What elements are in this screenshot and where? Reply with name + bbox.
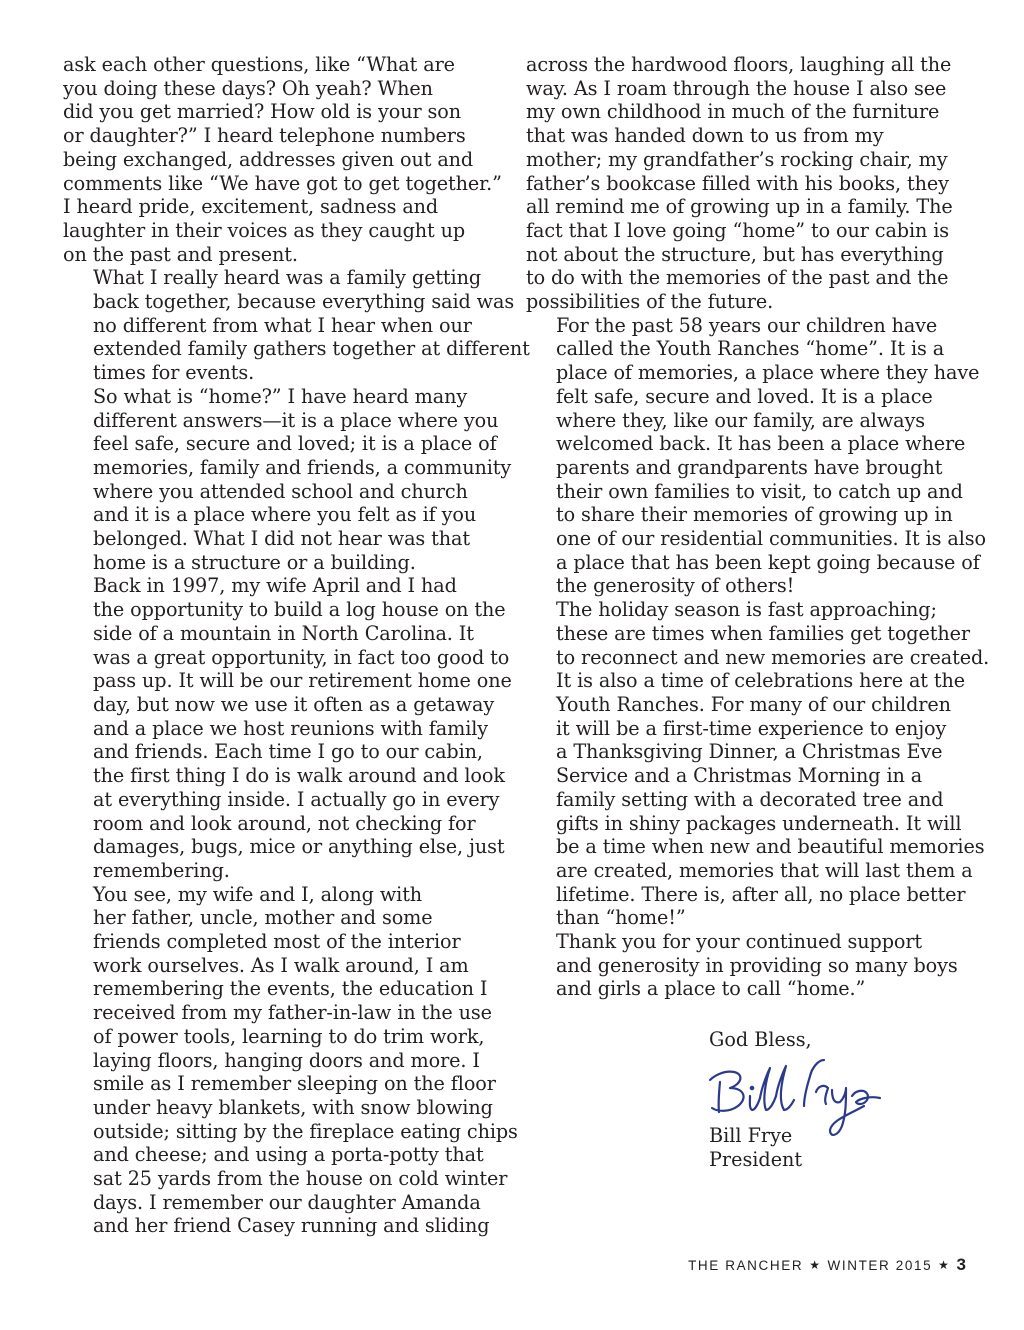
text-line: feel safe, secure and loved; it is a place of (93, 432, 497, 456)
text-line: What I really heard was a family getting (93, 266, 482, 290)
text-line: The holiday season is fast approaching; (556, 598, 937, 622)
text-line: outside; sitting by the fireplace eating chips (93, 1119, 518, 1143)
text-line: my own childhood in much of the furniture (526, 100, 940, 124)
text-line: the first thing I do is walk around and look (93, 764, 505, 788)
text-line: all remind me of growing up in a family. The (526, 195, 953, 219)
star-icon: ★ (938, 1258, 951, 1272)
text-line: and it is a place where you felt as if you (93, 503, 477, 527)
text-line: different answers—it is a place where you (93, 408, 499, 432)
text-line: extended family gathers together at different (93, 337, 530, 361)
text-line: no different from what I hear when our (93, 313, 472, 337)
text-line: these are times when families get together (556, 621, 970, 645)
text-line: a Thanksgiving Dinner, a Christmas Eve (556, 740, 943, 764)
text-line: and her friend Casey running and sliding (93, 1214, 490, 1238)
text-line: her father, uncle, mother and some (93, 906, 433, 930)
text-line: For the past 58 years our children have (556, 313, 938, 337)
text-line: memories, family and friends, a community (93, 455, 512, 479)
text-line: So what is “home?” I have heard many (93, 384, 468, 408)
paragraph-4 (63, 574, 512, 882)
text-line: did you get married? How old is your son (63, 100, 461, 124)
text-line: fact that I love going “home” to our cabin is (526, 218, 950, 242)
text-line: belonged. What I did not hear was that (93, 527, 470, 551)
text-line: to reconnect and new memories are created. (556, 645, 990, 669)
text-line: not about the structure, but has everything (526, 242, 944, 266)
text-line: Youth Ranches. For many of our children (556, 692, 951, 716)
text-line: You see, my wife and I, along with (93, 882, 423, 906)
signer-title: President (709, 1148, 803, 1171)
text-line: mother; my grandfather’s rocking chair, my (526, 147, 948, 171)
text-line: damages, bugs, mice or anything else, just (93, 835, 505, 859)
text-line: lifetime. There is, after all, no place better (556, 882, 966, 906)
text-line: or daughter?” I heard telephone numbers (63, 124, 466, 148)
paragraph-8 (526, 598, 990, 930)
text-line: are created, memories that will last them a (556, 858, 973, 882)
issue-label: WINTER 2015 (827, 1257, 933, 1273)
text-line: welcomed back. It has been a place where (556, 432, 966, 456)
text-line: gifts in shiny packages underneath. It will (556, 811, 962, 835)
text-line: to share their memories of growing up in (556, 503, 953, 527)
text-line: and cheese; and using a porta-potty that (93, 1143, 484, 1167)
text-line: on the past and present. (63, 242, 298, 266)
text-line: friends completed most of the interior (93, 930, 461, 954)
text-line: work ourselves. As I walk around, I am (93, 953, 469, 977)
text-line: you doing these days? Oh yeah? When (63, 76, 433, 100)
text-line: laying floors, hanging doors and more. I (93, 1048, 480, 1072)
text-line: comments like “We have got to get together.” (63, 171, 502, 195)
text-line: days. I remember our daughter Amanda (93, 1190, 481, 1214)
text-line: under heavy blankets, with snow blowing (93, 1095, 493, 1119)
text-line: it will be a first-time experience to enjoy (556, 716, 947, 740)
text-line: where you attended school and church (93, 479, 468, 503)
text-line: ask each other questions, like “What are (63, 53, 455, 76)
text-line: being exchanged, addresses given out and (63, 147, 474, 171)
text-line: one of our residential communities. It is also (556, 527, 986, 551)
text-line: laughter in their voices as they caught up (63, 218, 466, 242)
paragraph-7 (526, 313, 986, 598)
paragraph-3 (63, 384, 512, 575)
text-line: times for events. (93, 361, 255, 385)
text-line: sat 25 yards from the house on cold winter (93, 1167, 508, 1191)
publication-name: THE RANCHER (688, 1257, 804, 1273)
text-line: be a time when new and beautiful memories (556, 835, 985, 859)
paragraph-1 (63, 53, 508, 266)
text-line: of power tools, learning to do trim work, (93, 1024, 485, 1048)
text-line: remembering the events, the education I (93, 977, 488, 1001)
paragraph-5 (63, 882, 518, 1239)
text-line: where they, like our family, are always (556, 408, 925, 432)
text-line: Service and a Christmas Morning in a (556, 764, 923, 788)
paragraph-9 (526, 930, 971, 1001)
text-line: and generosity in providing so many boys (556, 953, 958, 977)
text-line: home is a structure or a building. (93, 550, 416, 574)
text-line: called the Youth Ranches “home”. It is a (556, 337, 945, 361)
text-line: and friends. Each time I go to our cabin, (93, 740, 483, 764)
closing-salutation: God Bless, (709, 1028, 812, 1051)
page-number: 3 (956, 1255, 966, 1274)
star-icon: ★ (809, 1258, 822, 1272)
text-line: smile as I remember sleeping on the floor (93, 1072, 496, 1096)
text-line: It is also a time of celebrations here at the (556, 669, 966, 693)
signer-name: Bill Frye (709, 1124, 793, 1147)
text-line: side of a mountain in North Carolina. It (93, 621, 474, 645)
text-line: day, but now we use it often as a getaway (93, 692, 495, 716)
text-line: possibilities of the future. (526, 290, 774, 314)
left-column (63, 53, 530, 1238)
text-line: father’s bookcase filled with his books, they (526, 171, 949, 195)
text-line: place of memories, a place where they have (556, 361, 980, 385)
paragraph-6 (526, 53, 971, 314)
text-line: I heard pride, excitement, sadness and (63, 195, 439, 219)
text-line: family setting with a decorated tree and (556, 787, 944, 811)
text-line: and a place we host reunions with family (93, 716, 489, 740)
text-line: that was handed down to us from my (526, 124, 884, 148)
text-line: back together, because everything said was (93, 290, 515, 314)
text-line: the opportunity to build a log house on the (93, 598, 506, 622)
text-line: than “home!” (556, 906, 686, 930)
text-line: received from my father-in-law in the use (93, 1001, 492, 1025)
paragraph-2 (63, 266, 530, 385)
text-line: was a great opportunity, in fact too good to (93, 645, 510, 669)
page-footer (688, 1255, 966, 1275)
text-line: a place that has been kept going because of (556, 550, 980, 574)
text-line: parents and grandparents have brought (556, 455, 943, 479)
text-line: across the hardwood floors, laughing all the (526, 53, 952, 76)
right-column (526, 53, 990, 1001)
text-line: their own families to visit, to catch up and (556, 479, 963, 503)
text-line: at everything inside. I actually go in every (93, 787, 500, 811)
text-line: and girls a place to call “home.” (556, 977, 866, 1001)
text-line: the generosity of others! (556, 574, 795, 598)
text-line: to do with the memories of the past and the (526, 266, 949, 290)
text-line: Thank you for your continued support (556, 930, 923, 954)
text-line: room and look around, not checking for (93, 811, 476, 835)
text-line: way. As I roam through the house I also see (526, 76, 947, 100)
text-line: felt safe, secure and loved. It is a place (556, 384, 933, 408)
text-line: Back in 1997, my wife April and I had (93, 574, 457, 598)
text-line: remembering. (93, 858, 230, 882)
text-line: pass up. It will be our retirement home one (93, 669, 512, 693)
